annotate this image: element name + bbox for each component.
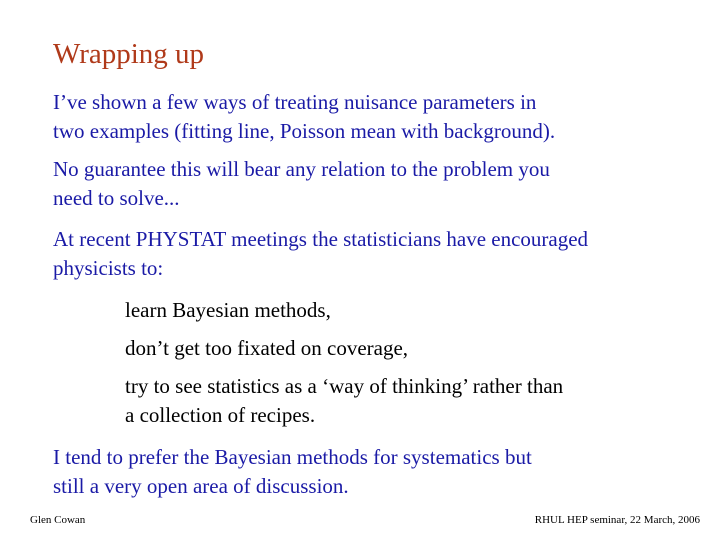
sub-item-line: try to see statistics as a ‘way of thinking’ rather than <box>125 374 564 398</box>
paragraph-line: physicists to: <box>53 256 164 280</box>
paragraph-line: I’ve shown a few ways of treating nuisance parameters in <box>53 90 537 114</box>
sub-item-line: learn Bayesian methods, <box>125 298 331 322</box>
paragraph-line: I tend to prefer the Bayesian methods for systematics but <box>53 445 532 469</box>
paragraph-phystat <box>53 225 588 283</box>
paragraph-line: two examples (fitting line, Poisson mean with background). <box>53 119 556 143</box>
sub-item-bayesian <box>125 296 331 325</box>
sub-item-coverage <box>125 334 408 363</box>
sub-item-way-of-thinking <box>125 372 563 430</box>
paragraph-line: No guarantee this will bear any relation to the problem you <box>53 157 550 181</box>
sub-item-line: a collection of recipes. <box>125 403 316 427</box>
footer-event: RHUL HEP seminar, 22 March, 2006 <box>534 514 700 526</box>
paragraph-no-guarantee <box>53 155 550 213</box>
sub-item-line: don’t get too fixated on coverage, <box>125 336 409 360</box>
paragraph-line: At recent PHYSTAT meetings the statisticians have encouraged <box>53 227 589 251</box>
slide-title: Wrapping up <box>53 38 205 70</box>
paragraph-closing <box>53 443 532 501</box>
footer-author: Glen Cowan <box>30 514 86 526</box>
paragraph-line: need to solve... <box>53 186 180 210</box>
paragraph-line: still a very open area of discussion. <box>53 474 349 498</box>
paragraph-nuisance-methods <box>53 88 555 146</box>
